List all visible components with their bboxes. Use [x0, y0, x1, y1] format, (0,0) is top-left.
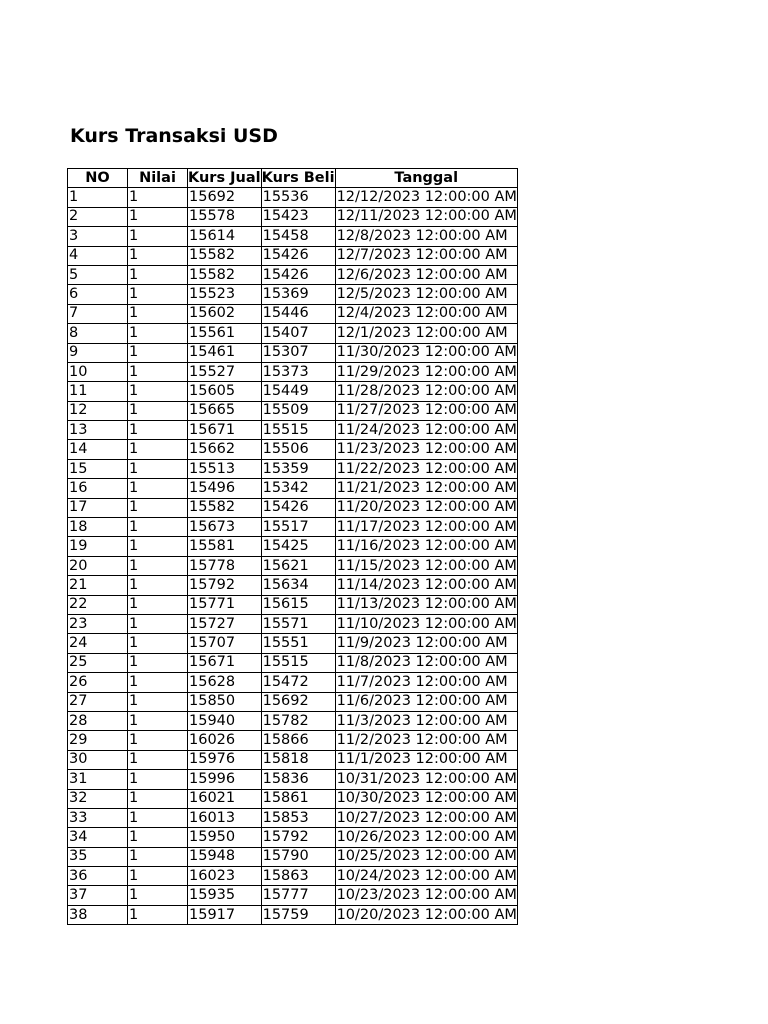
cell-kurs-beli: 15571: [261, 614, 335, 633]
cell-no: 4: [68, 246, 128, 265]
cell-nilai: 1: [128, 304, 188, 323]
cell-no: 24: [68, 634, 128, 653]
column-header-kurs-jual: Kurs Jual: [188, 169, 262, 188]
cell-kurs-beli: 15458: [261, 227, 335, 246]
cell-tanggal: 11/2/2023 12:00:00 AM: [335, 731, 517, 750]
cell-no: 33: [68, 808, 128, 827]
table-row: [68, 847, 518, 866]
cell-kurs-jual: 15940: [188, 711, 262, 730]
cell-tanggal: 11/9/2023 12:00:00 AM: [335, 634, 517, 653]
cell-no: 27: [68, 692, 128, 711]
cell-tanggal: 11/7/2023 12:00:00 AM: [335, 673, 517, 692]
cell-kurs-beli: 15621: [261, 556, 335, 575]
cell-kurs-jual: 15727: [188, 614, 262, 633]
table-row: [68, 595, 518, 614]
cell-kurs-beli: 15615: [261, 595, 335, 614]
cell-no: 17: [68, 498, 128, 517]
cell-kurs-beli: 15342: [261, 479, 335, 498]
cell-nilai: 1: [128, 265, 188, 284]
cell-no: 1: [68, 188, 128, 207]
cell-nilai: 1: [128, 362, 188, 381]
cell-kurs-jual: 15673: [188, 518, 262, 537]
cell-no: 18: [68, 518, 128, 537]
cell-tanggal: 11/22/2023 12:00:00 AM: [335, 459, 517, 478]
table-row: [68, 265, 518, 284]
cell-no: 3: [68, 227, 128, 246]
cell-nilai: 1: [128, 905, 188, 924]
cell-nilai: 1: [128, 207, 188, 226]
cell-kurs-beli: 15359: [261, 459, 335, 478]
cell-nilai: 1: [128, 188, 188, 207]
cell-tanggal: 11/23/2023 12:00:00 AM: [335, 440, 517, 459]
column-header-no: NO: [68, 169, 128, 188]
cell-kurs-jual: 15976: [188, 750, 262, 769]
cell-nilai: 1: [128, 343, 188, 362]
cell-nilai: 1: [128, 770, 188, 789]
cell-nilai: 1: [128, 692, 188, 711]
cell-kurs-beli: 15777: [261, 886, 335, 905]
exchange-rate-table: [67, 168, 518, 925]
cell-kurs-jual: 15996: [188, 770, 262, 789]
cell-kurs-beli: 15407: [261, 324, 335, 343]
cell-kurs-beli: 15515: [261, 653, 335, 672]
cell-kurs-beli: 15426: [261, 265, 335, 284]
cell-no: 20: [68, 556, 128, 575]
cell-kurs-jual: 15950: [188, 828, 262, 847]
table-body: [68, 188, 518, 925]
cell-kurs-jual: 15778: [188, 556, 262, 575]
cell-kurs-beli: 15509: [261, 401, 335, 420]
cell-kurs-beli: 15818: [261, 750, 335, 769]
cell-no: 12: [68, 401, 128, 420]
cell-nilai: 1: [128, 711, 188, 730]
cell-no: 21: [68, 576, 128, 595]
cell-no: 2: [68, 207, 128, 226]
cell-kurs-beli: 15866: [261, 731, 335, 750]
table-row: [68, 285, 518, 304]
cell-no: 32: [68, 789, 128, 808]
cell-no: 13: [68, 421, 128, 440]
cell-kurs-jual: 15605: [188, 382, 262, 401]
cell-kurs-beli: 15551: [261, 634, 335, 653]
cell-kurs-beli: 15692: [261, 692, 335, 711]
cell-kurs-beli: 15423: [261, 207, 335, 226]
table-row: [68, 382, 518, 401]
cell-kurs-jual: 15662: [188, 440, 262, 459]
cell-kurs-jual: 15582: [188, 498, 262, 517]
cell-kurs-beli: 15449: [261, 382, 335, 401]
cell-no: 38: [68, 905, 128, 924]
cell-kurs-jual: 15707: [188, 634, 262, 653]
table-row: [68, 692, 518, 711]
cell-kurs-jual: 15461: [188, 343, 262, 362]
cell-kurs-beli: 15759: [261, 905, 335, 924]
cell-no: 6: [68, 285, 128, 304]
cell-nilai: 1: [128, 634, 188, 653]
cell-kurs-jual: 15527: [188, 362, 262, 381]
cell-tanggal: 10/23/2023 12:00:00 AM: [335, 886, 517, 905]
cell-tanggal: 12/6/2023 12:00:00 AM: [335, 265, 517, 284]
column-header-nilai: Nilai: [128, 169, 188, 188]
cell-nilai: 1: [128, 731, 188, 750]
cell-tanggal: 10/31/2023 12:00:00 AM: [335, 770, 517, 789]
cell-nilai: 1: [128, 789, 188, 808]
cell-nilai: 1: [128, 847, 188, 866]
table-row: [68, 808, 518, 827]
cell-tanggal: 12/8/2023 12:00:00 AM: [335, 227, 517, 246]
cell-nilai: 1: [128, 537, 188, 556]
table-row: [68, 576, 518, 595]
cell-tanggal: 10/26/2023 12:00:00 AM: [335, 828, 517, 847]
cell-kurs-jual: 16013: [188, 808, 262, 827]
cell-kurs-jual: 15561: [188, 324, 262, 343]
cell-tanggal: 11/8/2023 12:00:00 AM: [335, 653, 517, 672]
table-row: [68, 556, 518, 575]
cell-nilai: 1: [128, 828, 188, 847]
cell-kurs-jual: 15523: [188, 285, 262, 304]
cell-kurs-jual: 15948: [188, 847, 262, 866]
table-row: [68, 867, 518, 886]
cell-nilai: 1: [128, 595, 188, 614]
cell-no: 19: [68, 537, 128, 556]
cell-kurs-jual: 16021: [188, 789, 262, 808]
cell-kurs-jual: 15792: [188, 576, 262, 595]
cell-nilai: 1: [128, 808, 188, 827]
cell-nilai: 1: [128, 867, 188, 886]
table-row: [68, 731, 518, 750]
cell-nilai: 1: [128, 576, 188, 595]
cell-tanggal: 12/5/2023 12:00:00 AM: [335, 285, 517, 304]
cell-nilai: 1: [128, 518, 188, 537]
cell-kurs-jual: 15602: [188, 304, 262, 323]
cell-kurs-beli: 15426: [261, 498, 335, 517]
table-row: [68, 673, 518, 692]
cell-nilai: 1: [128, 479, 188, 498]
cell-tanggal: 11/15/2023 12:00:00 AM: [335, 556, 517, 575]
cell-no: 16: [68, 479, 128, 498]
cell-tanggal: 11/17/2023 12:00:00 AM: [335, 518, 517, 537]
cell-nilai: 1: [128, 653, 188, 672]
table-row: [68, 886, 518, 905]
table-row: [68, 498, 518, 517]
table-row: [68, 227, 518, 246]
cell-tanggal: 11/27/2023 12:00:00 AM: [335, 401, 517, 420]
cell-tanggal: 11/16/2023 12:00:00 AM: [335, 537, 517, 556]
cell-no: 15: [68, 459, 128, 478]
cell-no: 31: [68, 770, 128, 789]
cell-tanggal: 11/6/2023 12:00:00 AM: [335, 692, 517, 711]
table-row: [68, 343, 518, 362]
cell-no: 26: [68, 673, 128, 692]
cell-tanggal: 12/1/2023 12:00:00 AM: [335, 324, 517, 343]
cell-nilai: 1: [128, 285, 188, 304]
table-row: [68, 401, 518, 420]
cell-nilai: 1: [128, 614, 188, 633]
table-row: [68, 770, 518, 789]
cell-kurs-jual: 15665: [188, 401, 262, 420]
cell-kurs-jual: 15850: [188, 692, 262, 711]
cell-kurs-jual: 15496: [188, 479, 262, 498]
table-row: [68, 246, 518, 265]
column-header-tanggal: Tanggal: [335, 169, 517, 188]
cell-no: 35: [68, 847, 128, 866]
cell-no: 14: [68, 440, 128, 459]
cell-tanggal: 10/30/2023 12:00:00 AM: [335, 789, 517, 808]
cell-no: 8: [68, 324, 128, 343]
cell-kurs-jual: 15582: [188, 265, 262, 284]
cell-kurs-beli: 15863: [261, 867, 335, 886]
cell-kurs-jual: 15935: [188, 886, 262, 905]
table-row: [68, 324, 518, 343]
table-row: [68, 750, 518, 769]
cell-no: 34: [68, 828, 128, 847]
table-row: [68, 537, 518, 556]
cell-tanggal: 11/1/2023 12:00:00 AM: [335, 750, 517, 769]
cell-tanggal: 11/24/2023 12:00:00 AM: [335, 421, 517, 440]
cell-no: 5: [68, 265, 128, 284]
cell-nilai: 1: [128, 421, 188, 440]
cell-no: 23: [68, 614, 128, 633]
cell-tanggal: 10/25/2023 12:00:00 AM: [335, 847, 517, 866]
cell-kurs-beli: 15790: [261, 847, 335, 866]
cell-kurs-beli: 15426: [261, 246, 335, 265]
cell-nilai: 1: [128, 556, 188, 575]
cell-nilai: 1: [128, 498, 188, 517]
cell-kurs-jual: 15692: [188, 188, 262, 207]
cell-nilai: 1: [128, 750, 188, 769]
cell-kurs-jual: 15671: [188, 421, 262, 440]
cell-kurs-beli: 15792: [261, 828, 335, 847]
cell-kurs-jual: 15582: [188, 246, 262, 265]
table-row: [68, 304, 518, 323]
table-header-row: [68, 169, 518, 188]
cell-kurs-beli: 15446: [261, 304, 335, 323]
cell-kurs-beli: 15515: [261, 421, 335, 440]
cell-kurs-beli: 15536: [261, 188, 335, 207]
cell-nilai: 1: [128, 401, 188, 420]
cell-kurs-beli: 15861: [261, 789, 335, 808]
table-row: [68, 614, 518, 633]
cell-tanggal: 12/7/2023 12:00:00 AM: [335, 246, 517, 265]
cell-tanggal: 12/12/2023 12:00:00 AM: [335, 188, 517, 207]
table-row: [68, 789, 518, 808]
cell-nilai: 1: [128, 440, 188, 459]
cell-nilai: 1: [128, 246, 188, 265]
cell-kurs-jual: 15771: [188, 595, 262, 614]
table-row: [68, 362, 518, 381]
cell-kurs-beli: 15836: [261, 770, 335, 789]
cell-tanggal: 11/21/2023 12:00:00 AM: [335, 479, 517, 498]
cell-nilai: 1: [128, 382, 188, 401]
cell-tanggal: 11/13/2023 12:00:00 AM: [335, 595, 517, 614]
page-title: Kurs Transaksi USD: [70, 125, 278, 147]
cell-no: 30: [68, 750, 128, 769]
cell-tanggal: 10/20/2023 12:00:00 AM: [335, 905, 517, 924]
cell-nilai: 1: [128, 459, 188, 478]
cell-kurs-beli: 15373: [261, 362, 335, 381]
table-row: [68, 518, 518, 537]
cell-no: 28: [68, 711, 128, 730]
cell-kurs-beli: 15853: [261, 808, 335, 827]
table-row: [68, 634, 518, 653]
cell-no: 9: [68, 343, 128, 362]
cell-tanggal: 11/10/2023 12:00:00 AM: [335, 614, 517, 633]
cell-kurs-jual: 16023: [188, 867, 262, 886]
table-row: [68, 905, 518, 924]
table-row: [68, 653, 518, 672]
cell-nilai: 1: [128, 324, 188, 343]
cell-no: 37: [68, 886, 128, 905]
cell-kurs-beli: 15634: [261, 576, 335, 595]
cell-tanggal: 11/20/2023 12:00:00 AM: [335, 498, 517, 517]
cell-nilai: 1: [128, 227, 188, 246]
cell-kurs-beli: 15369: [261, 285, 335, 304]
table-row: [68, 207, 518, 226]
cell-kurs-beli: 15782: [261, 711, 335, 730]
cell-no: 36: [68, 867, 128, 886]
cell-kurs-jual: 16026: [188, 731, 262, 750]
cell-no: 22: [68, 595, 128, 614]
cell-kurs-jual: 15578: [188, 207, 262, 226]
cell-tanggal: 10/24/2023 12:00:00 AM: [335, 867, 517, 886]
cell-nilai: 1: [128, 886, 188, 905]
cell-no: 25: [68, 653, 128, 672]
cell-kurs-jual: 15917: [188, 905, 262, 924]
cell-kurs-beli: 15506: [261, 440, 335, 459]
table-row: [68, 479, 518, 498]
cell-tanggal: 11/30/2023 12:00:00 AM: [335, 343, 517, 362]
cell-kurs-jual: 15614: [188, 227, 262, 246]
table-row: [68, 440, 518, 459]
cell-kurs-beli: 15307: [261, 343, 335, 362]
cell-kurs-jual: 15581: [188, 537, 262, 556]
cell-tanggal: 10/27/2023 12:00:00 AM: [335, 808, 517, 827]
cell-no: 10: [68, 362, 128, 381]
cell-nilai: 1: [128, 673, 188, 692]
cell-tanggal: 11/29/2023 12:00:00 AM: [335, 362, 517, 381]
cell-tanggal: 12/4/2023 12:00:00 AM: [335, 304, 517, 323]
cell-tanggal: 11/28/2023 12:00:00 AM: [335, 382, 517, 401]
cell-kurs-jual: 15513: [188, 459, 262, 478]
cell-tanggal: 11/14/2023 12:00:00 AM: [335, 576, 517, 595]
cell-kurs-jual: 15671: [188, 653, 262, 672]
cell-kurs-beli: 15472: [261, 673, 335, 692]
table-row: [68, 711, 518, 730]
cell-no: 29: [68, 731, 128, 750]
cell-no: 7: [68, 304, 128, 323]
cell-no: 11: [68, 382, 128, 401]
column-header-kurs-beli: Kurs Beli: [261, 169, 335, 188]
cell-tanggal: 12/11/2023 12:00:00 AM: [335, 207, 517, 226]
cell-kurs-beli: 15425: [261, 537, 335, 556]
cell-kurs-beli: 15517: [261, 518, 335, 537]
table-row: [68, 459, 518, 478]
table-row: [68, 421, 518, 440]
table-row: [68, 828, 518, 847]
cell-tanggal: 11/3/2023 12:00:00 AM: [335, 711, 517, 730]
table-row: [68, 188, 518, 207]
cell-kurs-jual: 15628: [188, 673, 262, 692]
